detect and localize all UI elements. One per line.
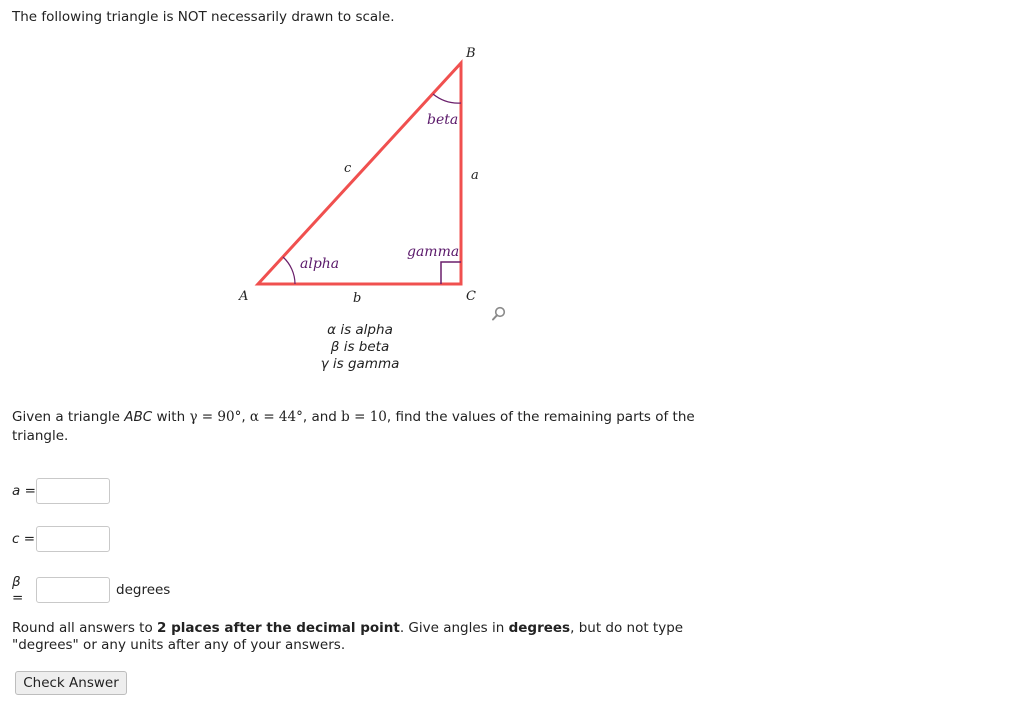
problem-part1: Given a triangle xyxy=(12,409,125,425)
legend-beta xyxy=(290,339,430,356)
gamma-legend-text: is gamma xyxy=(328,356,400,372)
vertex-label-a: A xyxy=(239,289,249,304)
gamma-symbol: γ xyxy=(320,356,329,372)
side-label-b: b xyxy=(353,291,362,306)
beta-arc xyxy=(433,94,461,103)
beta-unit: degrees xyxy=(116,582,171,598)
alpha-legend-text: is alpha xyxy=(336,322,393,338)
instructions-bold1: 2 places after the decimal point xyxy=(157,620,400,636)
alpha-arc xyxy=(283,257,295,284)
instructions-part1: Round all answers to xyxy=(12,620,157,636)
vertex-label-b: B xyxy=(466,46,476,61)
beta-label: β = xyxy=(12,574,24,606)
angle-label-gamma: gamma xyxy=(407,244,460,260)
alpha-expression: α = 44° xyxy=(249,409,303,425)
c-label: c = xyxy=(12,531,36,547)
problem-statement xyxy=(12,408,712,446)
problem-part3: , find the values of the remaining parts of the triangle. xyxy=(12,409,695,444)
problem-sep1: , xyxy=(241,409,250,425)
answer-row-a xyxy=(12,478,110,504)
problem-sep2: , and xyxy=(302,409,342,425)
a-input[interactable] xyxy=(36,478,110,504)
right-angle-marker xyxy=(441,262,461,284)
angle-label-alpha: alpha xyxy=(300,256,340,272)
instructions-part3: , but do not type "degrees" or any units after any of your answers. xyxy=(12,620,684,653)
check-answer-button[interactable]: Check Answer xyxy=(15,671,127,695)
alpha-symbol: α xyxy=(327,322,337,338)
gamma-expression: γ = 90° xyxy=(189,409,242,425)
side-label-a: a xyxy=(471,168,479,183)
instructions-part2: . Give angles in xyxy=(399,620,509,636)
a-label: a = xyxy=(12,483,36,499)
answer-row-beta xyxy=(12,574,170,606)
triangle-name: ABC xyxy=(124,409,153,425)
legend-alpha xyxy=(290,322,430,339)
problem-part2: with xyxy=(152,409,190,425)
instructions-bold2: degrees xyxy=(508,620,571,636)
legend-gamma xyxy=(290,356,430,373)
beta-input[interactable] xyxy=(36,577,110,603)
magnifier-icon[interactable] xyxy=(491,306,507,322)
vertex-label-c: C xyxy=(466,289,476,304)
side-label-c: c xyxy=(344,161,352,176)
c-input[interactable] xyxy=(36,526,110,552)
beta-symbol: β xyxy=(330,339,340,355)
answer-row-c xyxy=(12,526,110,552)
intro-text: The following triangle is NOT necessarily drawn to scale. xyxy=(12,9,395,25)
beta-legend-text: is beta xyxy=(339,339,390,355)
greek-legend xyxy=(290,322,430,373)
b-expression: b = 10 xyxy=(341,409,387,425)
angle-label-beta: beta xyxy=(427,112,459,128)
rounding-instructions xyxy=(12,620,732,654)
